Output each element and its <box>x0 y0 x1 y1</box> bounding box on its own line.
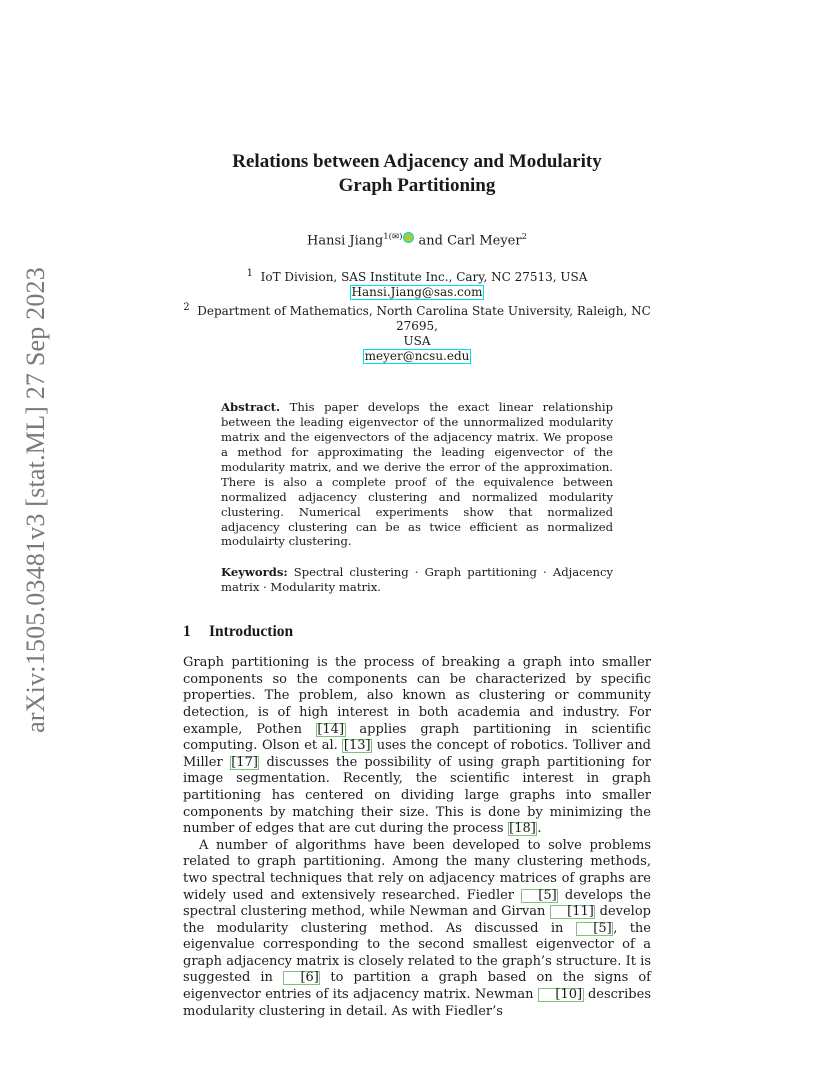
intro-paragraph-2 <box>183 838 651 1021</box>
para-text: to partition a graph based on the signs of eigenvector entries of its adjacency matrix. Newman <box>183 970 651 1003</box>
intro-paragraph-1 <box>183 655 651 838</box>
para-text: describes modularity clustering in detail. As with Fiedler’s <box>183 987 651 1019</box>
orcid-icon[interactable] <box>403 232 414 243</box>
para-text: discusses the possibility of using graph partitioning for image segmentation. Recently, the scientific interest in graph partitioning has centered on dividing large graphs into smaller components by matching their size. This is done by minimizing the number of edges that are cut during the process <box>183 754 651 837</box>
para-text: , the eigenvalue corresponding to the second smallest eigenvector of a graph adjacency matrix is closely related to the graph’s structure. It is suggested in <box>183 920 651 986</box>
citation-link[interactable]: [10] <box>538 988 584 1002</box>
paper-page <box>183 150 651 1020</box>
citation-link[interactable]: [6] <box>283 971 320 985</box>
section-title: Introduction <box>209 623 294 641</box>
keywords-text: Spectral clustering · Graph partitioning · Adjacency matrix · Modularity matrix. <box>221 565 613 595</box>
para-text: . <box>537 821 542 837</box>
author-1-superscript: 1(✉) <box>383 232 403 242</box>
affiliation-2-text: Department of Mathematics, North Carolina State University, Raleigh, NC 27695, <box>197 304 651 334</box>
section-number: 1 <box>183 623 191 641</box>
para-text: applies graph partitioning in scientific computing. Olson et al. <box>183 721 652 754</box>
affiliation-1-marker: 1 <box>246 268 253 280</box>
citation-link[interactable]: [13] <box>343 738 371 754</box>
citation-link[interactable]: [5] <box>521 889 558 903</box>
para-text: uses the concept of robotics. Tolliver and Miller <box>183 738 652 770</box>
citation-link[interactable]: [11] <box>550 905 596 919</box>
arxiv-identifier-stamp: arXiv:1505.03481v3 [stat.ML] 27 Sep 2023 <box>21 267 50 733</box>
affiliations <box>183 266 651 364</box>
para-text: develops the spectral clustering method, while Newman and Girvan <box>183 887 651 920</box>
para-text: develop the modularity clustering method. As discussed in <box>183 904 651 936</box>
paper-title <box>183 150 651 198</box>
author-2-name: and Carl Meyer <box>418 233 522 249</box>
title-line-1: Relations between Adjacency and Modularity <box>232 151 602 172</box>
keywords-label: Keywords: <box>221 565 288 580</box>
citation-link[interactable]: [17] <box>231 754 258 770</box>
author-1-name: Hansi Jiang <box>306 233 384 249</box>
para-text: Graph partitioning is the process of breaking a graph into smaller components so the components can be characterized by specific properties. The problem, also known as clustering or community detection, is of high interest in both academia and industry. For example, Pothen <box>183 655 651 737</box>
affiliation-2-text-cont: USA <box>403 334 431 349</box>
keywords <box>221 565 613 595</box>
citation-link[interactable]: [18] <box>509 821 536 837</box>
affiliation-2-marker: 2 <box>183 302 190 314</box>
email-link-2[interactable]: meyer@ncsu.edu <box>364 349 470 364</box>
abstract-label: Abstract. <box>221 400 281 415</box>
affiliation-1-text: IoT Division, SAS Institute Inc., Cary, NC 27513, USA <box>260 270 588 285</box>
author-2-superscript: 2 <box>521 232 528 242</box>
title-line-2: Graph Partitioning <box>338 175 496 196</box>
citation-link[interactable]: [14] <box>317 721 345 737</box>
section-heading <box>183 623 651 641</box>
citation-link[interactable]: [5] <box>576 922 613 936</box>
email-link-1[interactable]: Hansi.Jiang@sas.com <box>351 285 483 300</box>
para-text: A number of algorithms have been developed to solve problems related to graph partitioning. Among the many clustering methods, two spectral techniques that rely on adjacency matrices of graphs are widely used and extensively researched. Fiedler <box>183 837 651 903</box>
abstract-text: This paper develops the exact linear relationship between the leading eigenvector of the unnormalized modularity matrix and the eigenvectors of the adjacency matrix. We propose a method for approximating the leading eigenvector of the modularity matrix, and we derive the error of the approximation. There is also a complete proof of the equivalence between normalized adjacency clustering and normalized modularity clustering. Numerical experiments show that normalized adjacency clustering can be as twice efficient as normalized modulairty clustering. <box>221 400 613 549</box>
abstract <box>221 400 613 549</box>
author-line <box>183 228 651 250</box>
